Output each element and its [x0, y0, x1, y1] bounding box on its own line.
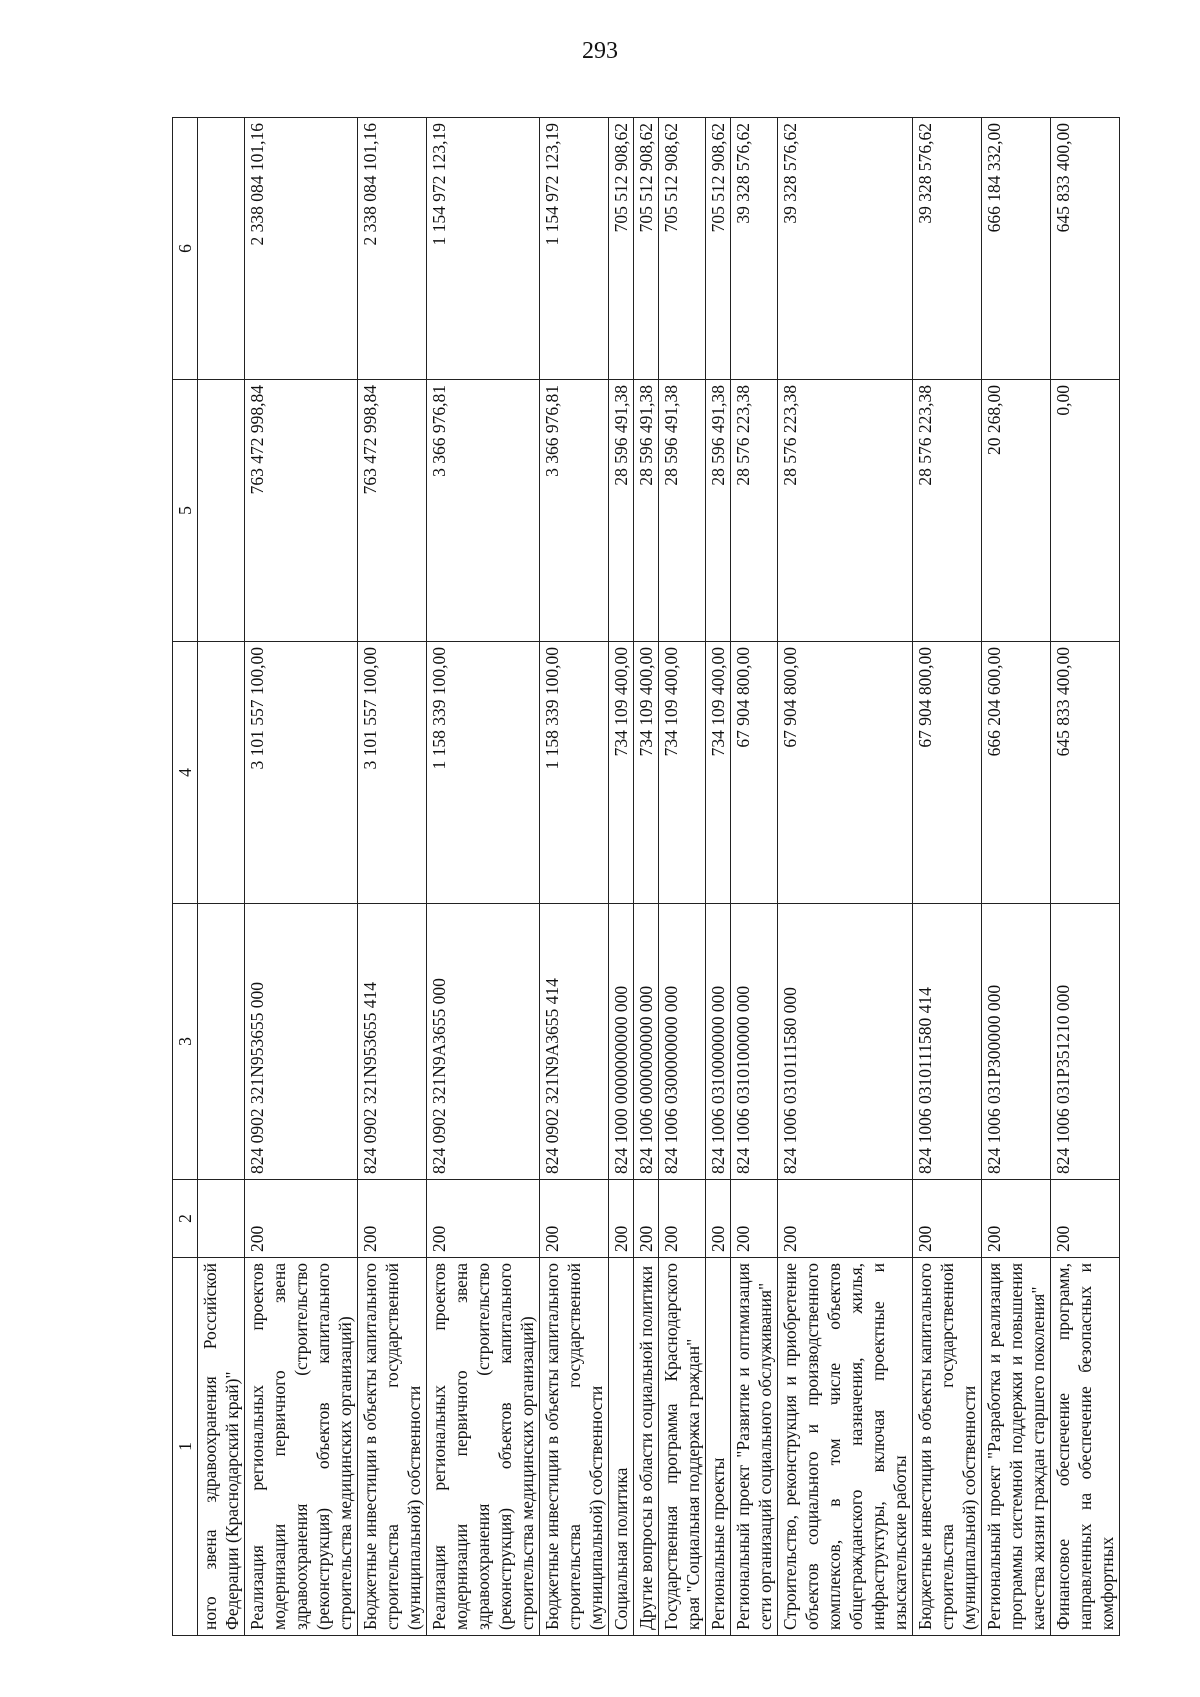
- row-col5-value: 3 366 976,81: [540, 380, 609, 642]
- row-col5-value: 28 576 223,38: [913, 380, 982, 642]
- row-ministry-code: 200: [427, 1180, 540, 1258]
- row-budget-classification-code: 824 1006 0310111580 414: [913, 904, 982, 1180]
- row-ministry-code: 200: [358, 1180, 427, 1258]
- header-cell: 6: [173, 118, 198, 380]
- row-ministry-code: 200: [540, 1180, 609, 1258]
- row-col4-value: 734 109 400,00: [659, 642, 706, 904]
- table-row: [358, 118, 427, 1636]
- row-description: Бюджетные инвестиции в объекты капитального строительства государственной (муниципальной) собственности: [358, 1258, 427, 1636]
- row-col5-value: 20 268,00: [982, 380, 1051, 642]
- row-description: Финансовое обеспечение программ, направленных на обеспечение безопасных и комфортных: [1051, 1258, 1120, 1636]
- rotated-table-container: [172, 118, 1117, 1636]
- table-row: [731, 118, 778, 1636]
- row-description: Региональные проекты: [706, 1258, 731, 1636]
- row-ministry-code: 200: [634, 1180, 659, 1258]
- row-col5-value: 763 472 998,84: [245, 380, 358, 642]
- header-cell: 5: [173, 380, 198, 642]
- row-col4-value: 67 904 800,00: [778, 642, 913, 904]
- row-col5-value: 28 576 223,38: [731, 380, 778, 642]
- row-col6-value: 705 512 908,62: [634, 118, 659, 380]
- row-description: ного звена здравоохранения Российской Федерации (Краснодарский край)": [198, 1258, 245, 1636]
- row-col6-value: 2 338 084 101,16: [358, 118, 427, 380]
- row-description: Реализация региональных проектов модернизации первичного звена здравоохранения (строительство (реконструкция) объектов капитального строительства медицинских организаций): [427, 1258, 540, 1636]
- header-cell: 3: [173, 904, 198, 1180]
- row-col4-value: 734 109 400,00: [609, 642, 634, 904]
- header-cell: 2: [173, 1180, 198, 1258]
- row-col6-value: 705 512 908,62: [659, 118, 706, 380]
- row-col6-value: 2 338 084 101,16: [245, 118, 358, 380]
- row-ministry-code: 200: [245, 1180, 358, 1258]
- row-col6-value: 39 328 576,62: [731, 118, 778, 380]
- table-header-row: [173, 118, 198, 1636]
- table-row: [706, 118, 731, 1636]
- row-description: Региональный проект "Разработка и реализация программы системной поддержки и повышения качества жизни граждан старшего поколения": [982, 1258, 1051, 1636]
- row-budget-classification-code: 824 0902 321N9A3655 414: [540, 904, 609, 1180]
- row-budget-classification-code: 824 1000 0000000000 000: [609, 904, 634, 1180]
- row-ministry-code: 200: [609, 1180, 634, 1258]
- budget-table: [172, 117, 1120, 1636]
- row-col6-value: [198, 118, 245, 380]
- row-description: Региональный проект "Развитие и оптимизация сети организаций социального обслуживания": [731, 1258, 778, 1636]
- row-col5-value: 3 366 976,81: [427, 380, 540, 642]
- row-description: Бюджетные инвестиции в объекты капитального строительства государственной (муниципальной) собственности: [913, 1258, 982, 1636]
- row-description: Строительство, реконструкция и приобретение объектов социального и производственного комплексов, в том числе объектов общегражданского назначения, жилья, инфраструктуры, включая проектные и изыскательские работы: [778, 1258, 913, 1636]
- row-budget-classification-code: 824 1006 0300000000 000: [659, 904, 706, 1180]
- row-description: Реализация региональных проектов модернизации первичного звена здравоохранения (строительство (реконструкция) объектов капитального строительства медицинских организаций): [245, 1258, 358, 1636]
- row-col4-value: 67 904 800,00: [731, 642, 778, 904]
- table-row: [609, 118, 634, 1636]
- row-col6-value: 705 512 908,62: [706, 118, 731, 380]
- row-col5-value: 28 596 491,38: [634, 380, 659, 642]
- table-row: [1051, 118, 1120, 1636]
- row-col4-value: 3 101 557 100,00: [245, 642, 358, 904]
- table-row: [540, 118, 609, 1636]
- table-row: [778, 118, 913, 1636]
- page-number: 293: [582, 38, 618, 64]
- row-col4-value: 67 904 800,00: [913, 642, 982, 904]
- row-budget-classification-code: 824 1006 0310100000 000: [731, 904, 778, 1180]
- row-col6-value: 1 154 972 123,19: [427, 118, 540, 380]
- row-col4-value: 1 158 339 100,00: [540, 642, 609, 904]
- row-budget-classification-code: 824 0902 321N953655 000: [245, 904, 358, 1180]
- row-budget-classification-code: 824 1006 0000000000 000: [634, 904, 659, 1180]
- row-budget-classification-code: 824 1006 0310111580 000: [778, 904, 913, 1180]
- header-cell: 4: [173, 642, 198, 904]
- row-budget-classification-code: 824 0902 321N953655 414: [358, 904, 427, 1180]
- row-ministry-code: 200: [659, 1180, 706, 1258]
- row-col5-value: 0,00: [1051, 380, 1120, 642]
- row-ministry-code: 200: [778, 1180, 913, 1258]
- row-col4-value: 734 109 400,00: [706, 642, 731, 904]
- row-ministry-code: 200: [982, 1180, 1051, 1258]
- row-col4-value: 3 101 557 100,00: [358, 642, 427, 904]
- table-row: [427, 118, 540, 1636]
- row-description: Социальная политика: [609, 1258, 634, 1636]
- table-row: [982, 118, 1051, 1636]
- table-row: [659, 118, 706, 1636]
- row-description: Государственная программа Краснодарского края "Социальная поддержка граждан": [659, 1258, 706, 1636]
- row-col6-value: 645 833 400,00: [1051, 118, 1120, 380]
- row-col6-value: 1 154 972 123,19: [540, 118, 609, 380]
- row-col5-value: 28 596 491,38: [706, 380, 731, 642]
- row-col4-value: 1 158 339 100,00: [427, 642, 540, 904]
- row-col5-value: 28 596 491,38: [659, 380, 706, 642]
- header-cell: 1: [173, 1258, 198, 1636]
- row-budget-classification-code: 824 1006 031P351210 000: [1051, 904, 1120, 1180]
- row-ministry-code: 200: [706, 1180, 731, 1258]
- table-row: [245, 118, 358, 1636]
- row-col5-value: 28 596 491,38: [609, 380, 634, 642]
- row-budget-classification-code: 824 1006 0310000000 000: [706, 904, 731, 1180]
- row-col6-value: 39 328 576,62: [778, 118, 913, 380]
- row-col4-value: [198, 642, 245, 904]
- row-col6-value: 666 184 332,00: [982, 118, 1051, 380]
- row-col5-value: 763 472 998,84: [358, 380, 427, 642]
- row-ministry-code: 200: [913, 1180, 982, 1258]
- table-row: [913, 118, 982, 1636]
- row-col6-value: 39 328 576,62: [913, 118, 982, 380]
- row-budget-classification-code: [198, 904, 245, 1180]
- row-col4-value: 734 109 400,00: [634, 642, 659, 904]
- row-ministry-code: [198, 1180, 245, 1258]
- row-col4-value: 645 833 400,00: [1051, 642, 1120, 904]
- table-row: [634, 118, 659, 1636]
- row-ministry-code: 200: [1051, 1180, 1120, 1258]
- row-col4-value: 666 204 600,00: [982, 642, 1051, 904]
- table-row: [198, 118, 245, 1636]
- row-col6-value: 705 512 908,62: [609, 118, 634, 380]
- row-ministry-code: 200: [731, 1180, 778, 1258]
- row-description: Бюджетные инвестиции в объекты капитального строительства государственной (муниципальной) собственности: [540, 1258, 609, 1636]
- row-col5-value: 28 576 223,38: [778, 380, 913, 642]
- table-region: [172, 118, 1117, 1636]
- row-col5-value: [198, 380, 245, 642]
- row-budget-classification-code: 824 1006 031P300000 000: [982, 904, 1051, 1180]
- row-description: Другие вопросы в области социальной политики: [634, 1258, 659, 1636]
- row-budget-classification-code: 824 0902 321N9A3655 000: [427, 904, 540, 1180]
